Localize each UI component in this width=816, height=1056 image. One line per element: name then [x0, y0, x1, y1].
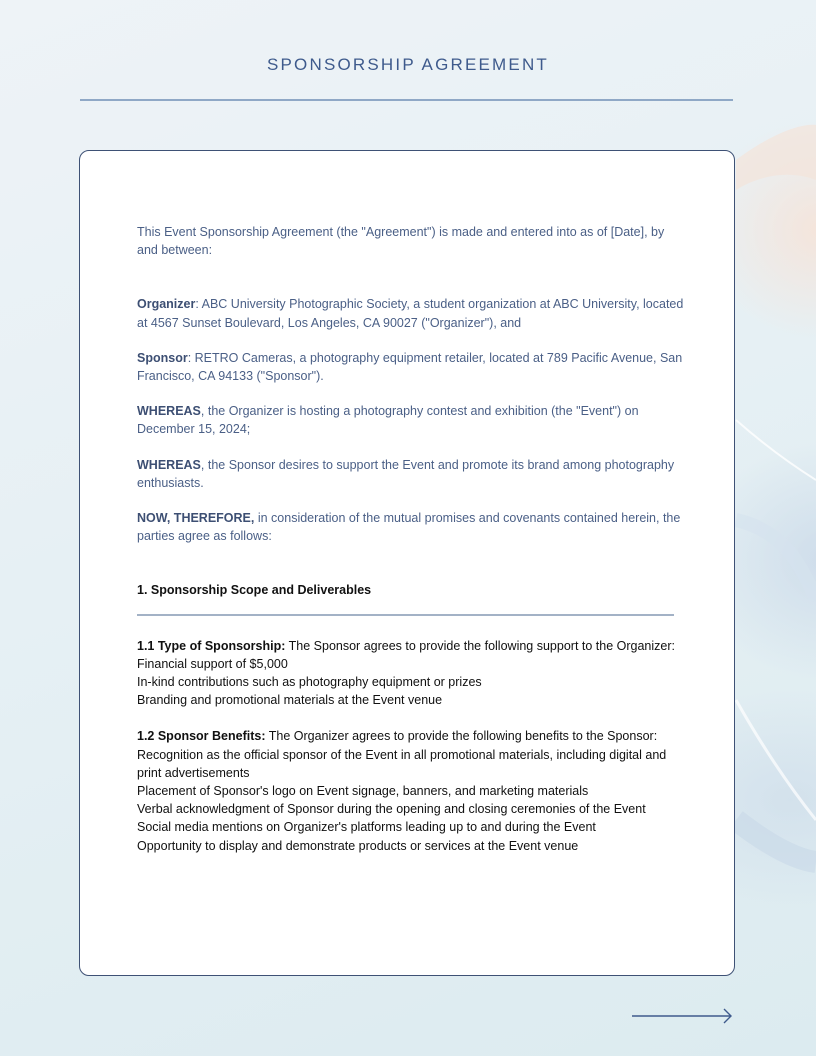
subsection-1-1-label: 1.1 Type of Sponsorship: [137, 638, 286, 653]
list-item: Verbal acknowledgment of Sponsor during the opening and closing ceremonies of the Event [137, 802, 646, 817]
organizer-label: Organizer [137, 297, 196, 312]
subsection-1-2-intro [137, 727, 685, 745]
subsection-1-1-intro [137, 637, 685, 655]
whereas-label-2: WHEREAS [137, 457, 201, 472]
intro-text: This Event Sponsorship Agreement (the "Agreement") is made and entered into as of [Date], by and between: [137, 225, 665, 258]
whereas-paragraph-2 [137, 456, 685, 492]
list-item: Opportunity to display and demonstrate products or services at the Event venue [137, 838, 579, 853]
whereas-paragraph-1 [137, 402, 685, 438]
list-item: Recognition as the official sponsor of the Event in all promotional materials, including digital and print advertisements [137, 747, 667, 780]
arrow-right-icon[interactable] [632, 1008, 734, 1024]
section-1-divider [137, 614, 674, 616]
now-therefore-text: in consideration of the mutual promises and covenants contained herein, the parties agree as follows: [137, 511, 681, 544]
sponsor-label: Sponsor [137, 350, 188, 365]
subsection-1-1 [137, 637, 685, 710]
list-item: Social media mentions on Organizer's platforms leading up to and during the Event [137, 820, 596, 835]
agreement-card [79, 150, 735, 976]
sponsor-text: : RETRO Cameras, a photography equipment retailer, located at 789 Pacific Avenue, San Francisco, CA 94133 ("Sponsor"). [137, 350, 683, 384]
intro-paragraph [137, 223, 685, 259]
whereas-text-2: , the Sponsor desires to support the Event and promote its brand among photography enthusiasts. [137, 457, 675, 490]
list-item: Financial support of $5,000 [137, 656, 288, 671]
subsection-1-2-text: The Organizer agrees to provide the following benefits to the Sponsor: [265, 729, 658, 744]
list-item: In-kind contributions such as photography equipment or prizes [137, 675, 482, 690]
subsection-1-2-label: 1.2 Sponsor Benefits: [137, 729, 266, 744]
now-therefore-label: NOW, THEREFORE, [137, 511, 255, 526]
agreement-body [137, 223, 685, 855]
whereas-label-1: WHEREAS [137, 404, 201, 419]
title-divider [80, 99, 733, 101]
organizer-paragraph [137, 295, 685, 331]
document-title: SPONSORSHIP AGREEMENT [266, 55, 550, 74]
now-therefore-paragraph [137, 509, 685, 545]
whereas-text-1: , the Organizer is hosting a photography contest and exhibition (the "Event") on December 15, 2024; [137, 404, 639, 437]
list-item: Branding and promotional materials at the Event venue [137, 693, 443, 708]
list-item: Placement of Sponsor's logo on Event signage, banners, and marketing materials [137, 784, 589, 799]
subsection-1-1-text: The Sponsor agrees to provide the following support to the Organizer: [285, 638, 675, 653]
section-1-title: 1. Sponsorship Scope and Deliverables [137, 583, 372, 598]
sponsor-paragraph [137, 349, 685, 385]
organizer-text: : ABC University Photographic Society, a student organization at ABC University, located at 4567 Sunset Boulevard, Los Angeles, CA 90027 ("Organizer"), and [137, 297, 684, 330]
subsection-1-2 [137, 727, 685, 854]
